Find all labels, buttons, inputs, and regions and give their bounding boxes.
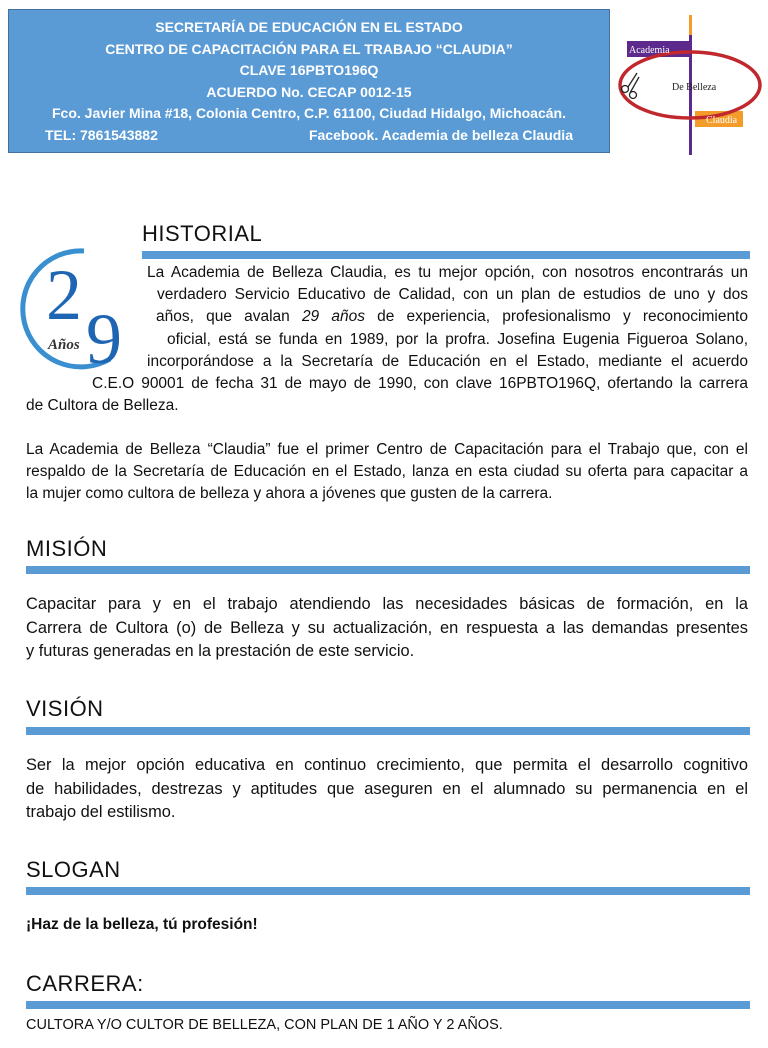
vision-line: trabajo del estilismo. — [26, 803, 176, 821]
historial-rule — [142, 251, 750, 259]
historial-paragraph-1c — [26, 395, 748, 417]
section-title-carrera: CARRERA: — [26, 971, 144, 996]
logo-word-claudia: Claudia — [706, 115, 738, 126]
historial-p1-line — [156, 306, 748, 328]
section-title-vision: VISIÓN — [26, 696, 104, 721]
slogan-rule — [26, 887, 750, 895]
header-box — [8, 9, 610, 153]
mision-line: y futuras generadas en la prestación de este servicio. — [26, 642, 415, 660]
header-contact — [9, 125, 609, 147]
mision-line: Capacitar para y en el trabajo atendiendo las necesidades básicas de formación, en la — [26, 595, 748, 613]
slogan-text: ¡Haz de la belleza, tú profesión! — [26, 916, 258, 933]
historial-p1-line: verdadero Servicio Educativo de Calidad, con un plan de estudios de uno y dos — [157, 286, 748, 304]
historial-paragraph-1b — [92, 373, 748, 395]
header-line-3: CLAVE 16PBTO196Q — [239, 62, 379, 79]
historial-p1-emphasis: 29 años — [301, 308, 365, 326]
historial-p1-line: La Academia de Belleza Claudia, es tu mejor opción, con nosotros encontrarás un — [147, 264, 748, 281]
historial-p1-text: años, que avalan — [156, 308, 302, 326]
header-phone: TEL: 7861543882 — [45, 126, 158, 143]
carrera-text: CULTORA Y/O CULTOR DE BELLEZA, CON PLAN DE 1 AÑO Y 2 AÑOS. — [26, 1017, 503, 1033]
badge-number-2: 2 — [46, 255, 82, 335]
header-line-4: ACUERDO No. CECAP 0012-15 — [206, 83, 412, 100]
mision-paragraph — [26, 593, 748, 664]
header-facebook: Facebook. Academia de belleza Claudia — [308, 126, 573, 143]
historial-p2-line: respaldo de la Secretaría de Educación en el Estado, lanza en esta ciudad su oferta para capacitar a — [26, 463, 748, 481]
carrera-rule — [26, 1001, 750, 1009]
section-title-historial: HISTORIAL — [142, 221, 263, 246]
historial-p1-line: C.E.O 90001 de fecha 31 de mayo de 1990, con clave 16PBTO196Q, ofertando la carrera — [92, 375, 748, 392]
vision-paragraph — [26, 754, 748, 825]
section-title-mision: MISIÓN — [26, 536, 108, 561]
historial-p1-line: incorporándose a la Secretaría de Educación en el Estado, mediante el acuerdo — [147, 352, 748, 370]
vision-line: de habilidades, destrezas y aptitudes que aseguren en el alumnado su permanencia en el — [26, 779, 748, 798]
badge-number-9: 9 — [86, 299, 122, 375]
historial-paragraph-2 — [26, 439, 748, 506]
historial-p1-text: de experiencia, profesionalismo y reconocimiento — [364, 308, 748, 326]
mision-line: Carrera de Cultora (o) de Belleza y su actualización, en respuesta a las demandas presentes — [26, 618, 748, 637]
vision-rule — [26, 727, 750, 735]
historial-p2-line: la mujer como cultora de belleza y ahora a jóvenes que gusten de la carrera. — [26, 485, 553, 503]
historial-p1-line: oficial, está se funda en 1989, por la profra. Josefina Eugenia Figueroa Solano, — [167, 330, 748, 348]
header-line-2: CENTRO DE CAPACITACIÓN PARA EL TRABAJO “CLAUDIA” — [105, 40, 513, 57]
header-address: Fco. Javier Mina #18, Colonia Centro, C.P. 61100, Ciudad Hidalgo, Michoacán. — [51, 105, 566, 122]
logo-word-belleza: De Belleza — [672, 82, 717, 93]
badge-word: Años — [48, 337, 80, 353]
historial-p2-line: La Academia de Belleza “Claudia” fue el primer Centro de Capacitación para el Trabajo que, con el — [26, 441, 748, 458]
header-line-1: SECRETARÍA DE EDUCACIÓN EN EL ESTADO — [155, 19, 463, 35]
historial-p1-line: de Cultora de Belleza. — [26, 397, 179, 414]
section-title-slogan: SLOGAN — [26, 857, 121, 882]
academy-logo — [615, 15, 765, 155]
vision-line: Ser la mejor opción educativa en continuo crecimiento, que permita el desarrollo cognitivo — [26, 756, 748, 774]
29-years-badge — [14, 243, 142, 375]
historial-paragraph-1 — [147, 262, 748, 373]
logo-word-academia: Academia — [629, 45, 670, 56]
mision-rule — [26, 566, 750, 574]
